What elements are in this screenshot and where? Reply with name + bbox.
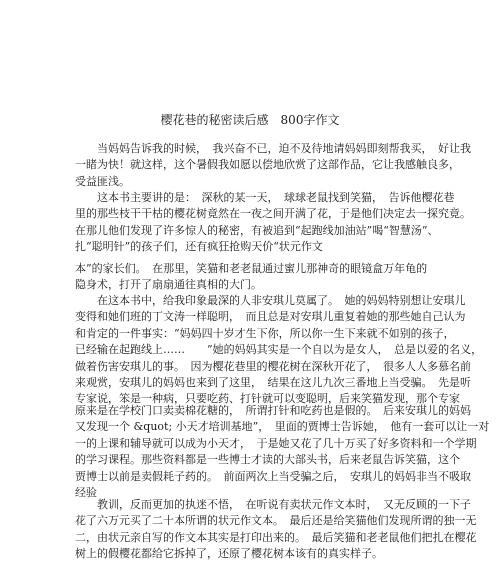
text-line: 专家说，笨是一种病，只要吃药、打针就可以变聪明，后来笑猫发现，那个专家 <box>75 392 460 406</box>
paragraph-4 <box>75 293 483 408</box>
text-line: 一的上课和辅导就可以成为小天才， 于是她又花了几十万买了好多资料和一个学期 <box>75 436 477 450</box>
text-line <box>75 563 433 579</box>
text-line: 二，由状元亲自写的作文本其实是打印出来的。 最后笑猫和老老鼠他们把扎在樱花 <box>75 530 477 544</box>
text-line: 的学习课程。那些资料都是一些博士才读的大部头书，后来老鼠告诉笑猫，这个 <box>75 453 460 467</box>
text-line: 贾博士以前是卖假耗子药的。 前面两次上当受骗之后， 安琪儿的妈妈非当不吸取 <box>75 469 471 483</box>
text-line: 当妈妈告诉我的时候， 我兴奋不已，迫不及待地请妈妈即刻帮我买， 好让我 <box>75 142 471 155</box>
text-line: 扎“聪明针”的孩子们，还有疯狂抢购天价“状元作文 <box>75 240 323 254</box>
paragraph-1 <box>75 141 471 190</box>
paragraph-5 <box>75 403 490 501</box>
text-line: 这本书主要讲的是： 深秋的某一天， 球球老鼠找到笑猫， 告诉他樱花巷 <box>75 191 455 204</box>
paragraph-3 <box>75 261 433 294</box>
text-line: 做着伤害安琪儿的事。 因为樱花巷里的樱花树在深秋开花了， 很多人人多慕名前 <box>75 359 471 373</box>
text-line: 本”的家长们。 在那里，笑猫和老老鼠通过蜜儿那神奇的眼镜盒万年龟的 <box>75 262 428 275</box>
paragraph-6 <box>75 497 477 579</box>
paragraph-2 <box>75 190 471 256</box>
text-line: 花了六万元买了二十本所谓的状元作文本。 最后还是给笑猫他们发现所谓的独一无 <box>75 514 477 528</box>
text-line: 和肯定的一件事实：“妈妈四十岁才生下你，所以你一生下来就不如别的孩子， <box>75 326 455 340</box>
text-line: 在这本书中，给我印象最深的人非安琪儿莫属了。 她的妈妈特别想让安琪儿 <box>75 294 466 307</box>
text-line: 原来是在学校门口卖卖棉花糖的， 所谓打针和吃药也是假的。 后来安琪儿的妈妈 <box>75 404 471 417</box>
text-line: 经验 <box>75 485 97 499</box>
text-line: 已经输在起跑线上…… ”她的妈妈其实是一个自以为是女人， 总是以爱的名义， <box>75 343 483 357</box>
text-line: 教训，反而更加的执迷不悟， 在听说有卖状元作文本时， 又无反顾的一下子 <box>75 498 471 511</box>
text-line: 里的那些枝干干枯的樱花树竟然在一夜之间开满了花，于是他们决定去一探究竟。 <box>75 207 471 221</box>
text-line: 又发现一个 &quot; 小天才培训基地”， 里面的贾博士告诉她， 他有一套可以让一对 <box>75 420 490 434</box>
text-line: 一睹为快！就这样，这个暑假我如愿以偿地欣赏了这部作品，它让我感触良多， <box>75 158 460 172</box>
text-line: 受益匪浅。 <box>75 174 130 188</box>
text-line: 树上的假樱花都给它拆掉了，还原了樱花树本该有的真实样子。 <box>75 547 383 561</box>
text-line: 在那儿他们发现了许多惊人的秘密，有被追到“起跑线加油站”喝“智慧汤”、 <box>75 223 439 237</box>
document-title: 樱花巷的秘密读后感 800字作文 <box>160 113 340 127</box>
text-line: 来观赏，安琪儿的妈妈也来到了这里， 结果在这儿九次三番地上当受骗。 先是听 <box>75 375 471 389</box>
text-line: 隐身术，打开了扇扇通往真相的大门。 <box>75 278 262 292</box>
text-line: 变得和她们班的丁文涛一样聪明， 而且总是对安琪儿重复着她的那些她自己认为 <box>75 310 466 324</box>
